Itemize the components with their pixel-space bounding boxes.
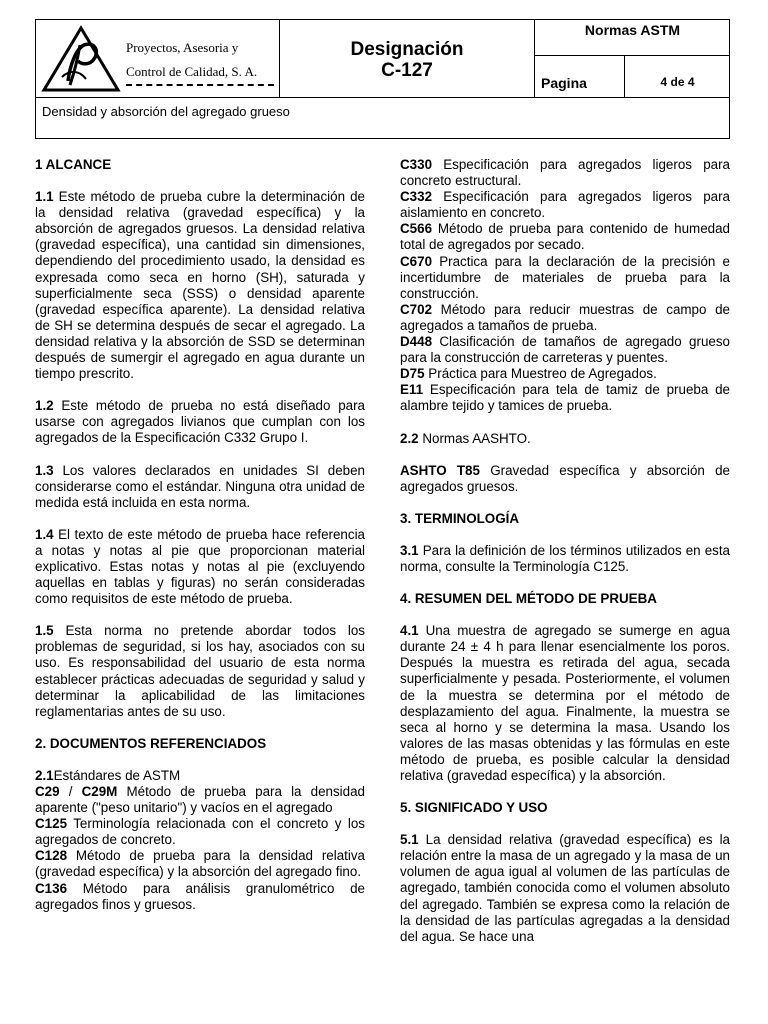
- reference-c136: C136 Método para análisis granulométrico de agregados finos y gruesos.: [35, 880, 365, 912]
- company-name-line2: Control de Calidad, S. A.: [126, 64, 258, 79]
- paragraph-number: 4.1: [400, 623, 419, 639]
- company-logo: [40, 25, 122, 93]
- paragraph-1-5: 1.5 Esta norma no pretende abordar todos los problemas de seguridad, si los hay, asociados con su uso. Es responsabilidad del usuario de esta norma establecer prácticas adecuadas de seguridad y salud y determinar la aplicabilidad de las limitaciones reglamentarias antes de su uso.: [35, 623, 365, 719]
- reference-c330: C330 Especificación para agregados ligeros para concreto estructural.: [400, 157, 730, 189]
- paragraph-1-1: 1.1 Este método de prueba cubre la determinación de la densidad relativa (gravedad específica) y la absorción de agregados gruesos. La densidad relativa (gravedad específica), una cantidad sin dimensiones, dependiendo del procedimiento usado, la densidad es expresada como seca en horno (SH), saturada y superficialmente seca (SSS) o densidad aparente (gravedad específica aparente). La densidad relativa de SH se determina después de secar el agregado. La densidad relativa y la absorción de SSD se determinan después de sumergir el agregado en agua durante un tiempo prescrito.: [35, 189, 365, 382]
- reference-c702: C702 Método para reducir muestras de campo de agregados a tamaños de prueba.: [400, 301, 730, 333]
- section-heading-alcance: 1 ALCANCE: [35, 157, 112, 172]
- designation-cell: [280, 20, 535, 98]
- reference-d448: D448 Clasificación de tamaños de agregado grueso para la construcción de carreteras y puentes.: [400, 334, 730, 366]
- left-column: [35, 157, 365, 913]
- section-heading-documentos: 2. DOCUMENTOS REFERENCIADOS: [35, 735, 267, 751]
- paragraph-number: 5.1: [400, 832, 419, 848]
- reference-c128: C128 Método de prueba para la densidad relativa (gravedad específica) y la absorción del agregado fino.: [35, 848, 365, 880]
- paragraph-5-1: 5.1 La densidad relativa (gravedad específica) es la relación entre la masa de un agregado y la masa de un volumen de agua igual al volumen de las partículas de agregado, también conocida como el volumen absoluto del agregado. También se expresa como la relación de la densidad de las partículas agregadas a la densidad del agua. Se hace una: [400, 832, 730, 944]
- company-logo-cell: [36, 20, 280, 98]
- paragraph-1-4: 1.4 El texto de este método de prueba hace referencia a notas y notas al pie que proporcionan material explicativo. Estas notas y notas al pie (excluyendo aquellas en tablas y figuras) no serán consideradas como requisitos de este método de prueba.: [35, 526, 365, 607]
- reference-c29: C29 / C29M Método de prueba para la densidad aparente ("peso unitario") y vacíos en el agregado: [35, 784, 366, 816]
- paragraph-number: 3.1: [400, 542, 419, 558]
- paragraph-1-3: 1.3 Los valores declarados en unidades SI deben considerarse como el estándar. Ninguna otra unidad de medida está incluida en esta norma.: [35, 462, 365, 510]
- company-name-line1: Proyectos, Asesoria y: [126, 40, 239, 55]
- designation-title: Designación: [350, 39, 464, 60]
- reference-c566: C566 Método de prueba para contenido de humedad total de agregados por secado.: [400, 221, 730, 253]
- paragraph-number: 2.1: [35, 767, 54, 783]
- reference-d75: D75 Práctica para Muestreo de Agregados.: [400, 366, 657, 382]
- paragraph-1-2: 1.2 Este método de prueba no está diseñado para usarse con agregados livianos que cumplan con los agregados de la Especificación C332 Grupo I.: [35, 398, 365, 446]
- normas-astm-label: Normas ASTM: [535, 20, 730, 56]
- reference-e11: E11 Especificación para tela de tamiz de prueba de alambre tejido y tamices de prueba.: [400, 382, 730, 414]
- paragraph-3-1: 3.1 Para la definición de los términos utilizados en esta norma, consulte la Terminología C125.: [400, 542, 730, 574]
- reference-c125: C125 Terminología relacionada con el concreto y los agregados de concreto.: [35, 816, 365, 848]
- page-number: 4 de 4: [625, 56, 730, 98]
- pagina-label: Pagina: [535, 56, 625, 98]
- paragraph-2-1: 2.1Estándares de ASTM: [35, 767, 181, 783]
- designation-code: C-127: [381, 60, 433, 81]
- section-heading-significado: 5. SIGNIFICADO Y USO: [400, 800, 548, 816]
- document-header: [35, 19, 730, 139]
- reference-c670: C670 Practica para la declaración de la precisión e incertidumbre de materiales de prueba para la construcción.: [400, 253, 730, 301]
- reference-ashto-t85: ASHTO T85 Gravedad específica y absorción de agregados gruesos.: [400, 462, 731, 494]
- right-column: [400, 157, 730, 945]
- paragraph-number: 1.1: [35, 189, 54, 205]
- company-underline: [126, 84, 274, 86]
- paragraph-number: 1.2: [35, 398, 54, 414]
- paragraph-2-2: 2.2 Normas AASHTO.: [400, 430, 531, 446]
- paragraph-number: 2.2: [400, 430, 419, 446]
- paragraph-number: 1.3: [35, 462, 54, 478]
- document-subtitle: Densidad y absorción del agregado grueso: [42, 104, 290, 119]
- paragraph-number: 1.5: [35, 623, 54, 639]
- section-heading-resumen: 4. RESUMEN DEL MÉTODO DE PRUEBA: [400, 591, 657, 607]
- reference-c332: C332 Especificación para agregados ligeros para aislamiento en concreto.: [400, 189, 730, 221]
- section-heading-terminologia: 3. TERMINOLOGÍA: [400, 510, 520, 526]
- paragraph-4-1: 4.1 Una muestra de agregado se sumerge en agua durante 24 ± 4 h para llenar esencialmente los poros. Después la muestra es retirada del agua, secada superficialmente y pesada. Posteriormente, el volumen de la muestra se determina por el método de desplazamiento del agua. Finalmente, la muestra se seca al horno y se determina la masa. Usando los valores de las masas obtenidas y las fórmulas en este método de prueba, es posible calcular la densidad relativa (gravedad específica) y la absorción.: [400, 623, 730, 783]
- paragraph-number: 1.4: [35, 526, 54, 542]
